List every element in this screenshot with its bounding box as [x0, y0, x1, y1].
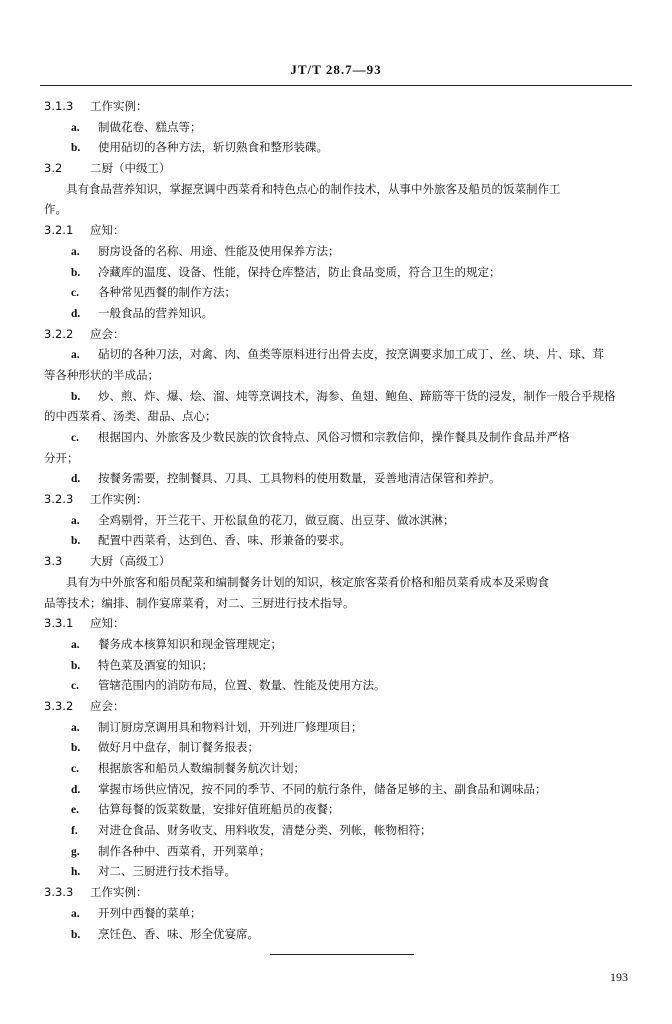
list-item-text: 餐务成本核算知识和现金管理规定； — [98, 636, 282, 651]
list-item — [44, 282, 636, 303]
list-item-letter: a. — [71, 638, 80, 651]
list-item — [44, 675, 636, 696]
list-item-text: 配置中西菜肴，达到色、香、味、形兼备的要求。 — [98, 533, 351, 548]
paragraph-line: 具有为中外旅客和船员配菜和编制餐务计划的知识，核定旅客菜肴价格和船员菜肴成本及采购食 — [66, 574, 549, 589]
section-title: 工作实例： — [90, 885, 148, 900]
list-item-letter: a. — [71, 245, 80, 258]
list-item-letter: h. — [71, 866, 81, 879]
section-number: 3.1.3 — [44, 99, 74, 113]
section-number: 3.3.2 — [44, 698, 74, 713]
list-item — [44, 903, 636, 924]
section-number: 3.2.1 — [44, 223, 74, 238]
section-title: 二厨（中级工） — [90, 161, 171, 176]
section-title: 应知： — [90, 223, 125, 238]
list-item — [44, 386, 636, 407]
list-item-letter: f. — [71, 825, 78, 838]
list-item-letter: b. — [71, 742, 81, 755]
page-header: JT/T 28.7—93 — [290, 62, 382, 77]
list-item-text: 烹饪色、香、味、形全优宴席。 — [98, 926, 259, 941]
list-item — [44, 530, 636, 551]
list-item-text: 管辖范围内的消防布局，位置、数量、性能及使用方法。 — [98, 678, 386, 693]
list-item — [44, 861, 636, 882]
list-item-letter: b. — [71, 390, 81, 403]
section-number: 3.2 — [44, 161, 63, 176]
section-title: 应会： — [90, 698, 125, 713]
list-item-text: 各种常见西餐的制作方法； — [98, 285, 236, 300]
list-item-text: 做好月中盘存，制订餐务报表； — [98, 740, 259, 755]
list-item-text: 掌握市场供应情况，按不同的季节、不同的航行条件，储备足够的主、副食品和调味品； — [98, 781, 547, 796]
section-heading — [44, 696, 636, 717]
section-title: 应会： — [90, 326, 125, 341]
list-item-letter: a. — [71, 721, 80, 734]
list-item-text: 特色菜及酒宴的知识； — [98, 657, 213, 672]
list-item-text: 制作各种中、西菜肴，开列菜单； — [98, 843, 271, 858]
list-item-letter: c. — [71, 287, 79, 300]
section-title: 大厨（高级工） — [90, 554, 171, 569]
list-item — [44, 758, 636, 779]
list-item-letter: e. — [71, 804, 79, 817]
list-item-text: 对进仓食品、财务收支、用料收发，清楚分类、列帐，帐物相符； — [98, 823, 432, 838]
list-item — [44, 717, 636, 738]
list-item-text: 根据国内、外旅客及少数民族的饮食特点、风俗习惯和宗教信仰，操作餐具及制作食品并严格 — [98, 430, 570, 444]
list-item-text: 砧切的各种刀法，对禽、肉、鱼类等原料进行出骨去皮，按烹调要求加工成丁、丝、块、片、球、茸 — [98, 347, 604, 362]
page-number: 193 — [610, 970, 628, 984]
list-item-letter: d. — [71, 473, 81, 486]
list-item-letter: c. — [71, 432, 79, 444]
section-heading — [44, 220, 636, 241]
list-item-letter: g. — [71, 845, 80, 858]
list-item-letter: a. — [71, 907, 80, 920]
list-item — [44, 137, 636, 158]
list-item — [44, 117, 636, 138]
list-item — [44, 924, 636, 945]
section-number: 3.3.3 — [44, 885, 74, 900]
section-heading — [44, 324, 636, 345]
list-item-letter: d. — [71, 783, 81, 796]
list-item — [44, 344, 636, 365]
list-item-letter: c. — [71, 763, 79, 775]
continuation-line: 作。 — [44, 202, 67, 217]
list-item-text: 一般食品的营养知识。 — [98, 305, 213, 320]
paragraph-line: 具有食品营养知识，掌握烹调中西菜肴和特色点心的制作技术，从事中外旅客及船员的饭菜制作工 — [66, 181, 561, 196]
list-item-letter: d. — [71, 307, 81, 320]
list-item-text: 制做花卷、糕点等； — [98, 119, 202, 134]
section-number: 3.3 — [44, 554, 63, 569]
list-item-text: 炒、煎、炸、爆、烩、溜、炖等烹调技术，海参、鱼翅、鲍鱼、蹄筋等干货的浸发，制作一般合乎规格 — [98, 388, 616, 403]
continuation-line: 等各种形状的半成品； — [44, 367, 159, 382]
list-item-text: 对二、三厨进行技术指导。 — [98, 864, 236, 879]
section-heading — [44, 96, 636, 117]
list-item-text: 冷藏库的温度、设备、性能，保持仓库整洁，防止食品变质，符合卫生的规定； — [98, 264, 501, 279]
section-heading — [44, 882, 636, 903]
list-item-letter: b. — [71, 142, 81, 155]
continuation-line: 分开； — [44, 450, 79, 465]
list-item-text: 开列中西餐的菜单； — [98, 905, 202, 920]
list-item — [44, 799, 636, 820]
list-item-text: 制订厨房烹调用具和物料计划，开列进厂修理项目； — [98, 719, 363, 734]
list-item-letter: a. — [71, 514, 80, 527]
section-heading — [44, 613, 636, 634]
list-item-letter: b. — [71, 928, 81, 941]
section-number: 3.3.1 — [44, 616, 74, 631]
continuation-line: 的中西菜肴、汤类、甜品、点心； — [44, 409, 217, 424]
list-item-text: 全鸡剔骨，开兰花干、开松鼠鱼的花刀，做豆腐、出豆芽、做冰淇淋； — [98, 512, 455, 527]
list-item-text: 按餐务需要，控制餐具、刀具、工具物料的使用数量，妥善地清洁保管和养护。 — [98, 471, 501, 486]
list-item — [44, 634, 636, 655]
list-item — [44, 841, 636, 862]
list-item — [44, 303, 636, 324]
list-item-letter: a. — [71, 349, 80, 362]
continuation-line: 品等技术；编排、制作宴席菜肴，对二、三厨进行技术指导。 — [44, 595, 355, 610]
list-item-letter: b. — [71, 266, 81, 279]
list-item-letter: c. — [71, 680, 79, 693]
list-item-letter: a. — [71, 121, 80, 134]
section-number: 3.2.2 — [44, 326, 74, 341]
list-item-text: 根据旅客和船员人数编制餐务航次计划； — [98, 761, 305, 775]
list-item-text: 厨房设备的名称、用途、性能及使用保养方法； — [98, 243, 340, 258]
section-heading — [44, 551, 636, 572]
list-item — [44, 737, 636, 758]
list-item — [44, 262, 636, 283]
list-item — [44, 427, 636, 448]
section-number: 3.2.3 — [44, 492, 74, 507]
header-rule — [40, 85, 632, 86]
section-title: 工作实例： — [90, 492, 148, 507]
list-item — [44, 468, 636, 489]
document-body — [44, 96, 636, 944]
section-title: 应知： — [90, 616, 125, 631]
list-item — [44, 779, 636, 800]
list-item-text: 使用砧切的各种方法，斩切熟食和整形装碟。 — [98, 140, 328, 155]
list-item — [44, 820, 636, 841]
list-item — [44, 655, 636, 676]
footer-rule — [270, 954, 414, 955]
section-heading — [44, 158, 636, 179]
section-heading — [44, 489, 636, 510]
section-title: 工作实例： — [90, 99, 148, 113]
list-item — [44, 510, 636, 531]
list-item-text: 估算每餐的饭菜数量，安排好值班船员的夜餐； — [98, 802, 340, 817]
list-item-letter: b. — [71, 659, 81, 672]
list-item — [44, 241, 636, 262]
list-item-letter: b. — [71, 535, 81, 548]
